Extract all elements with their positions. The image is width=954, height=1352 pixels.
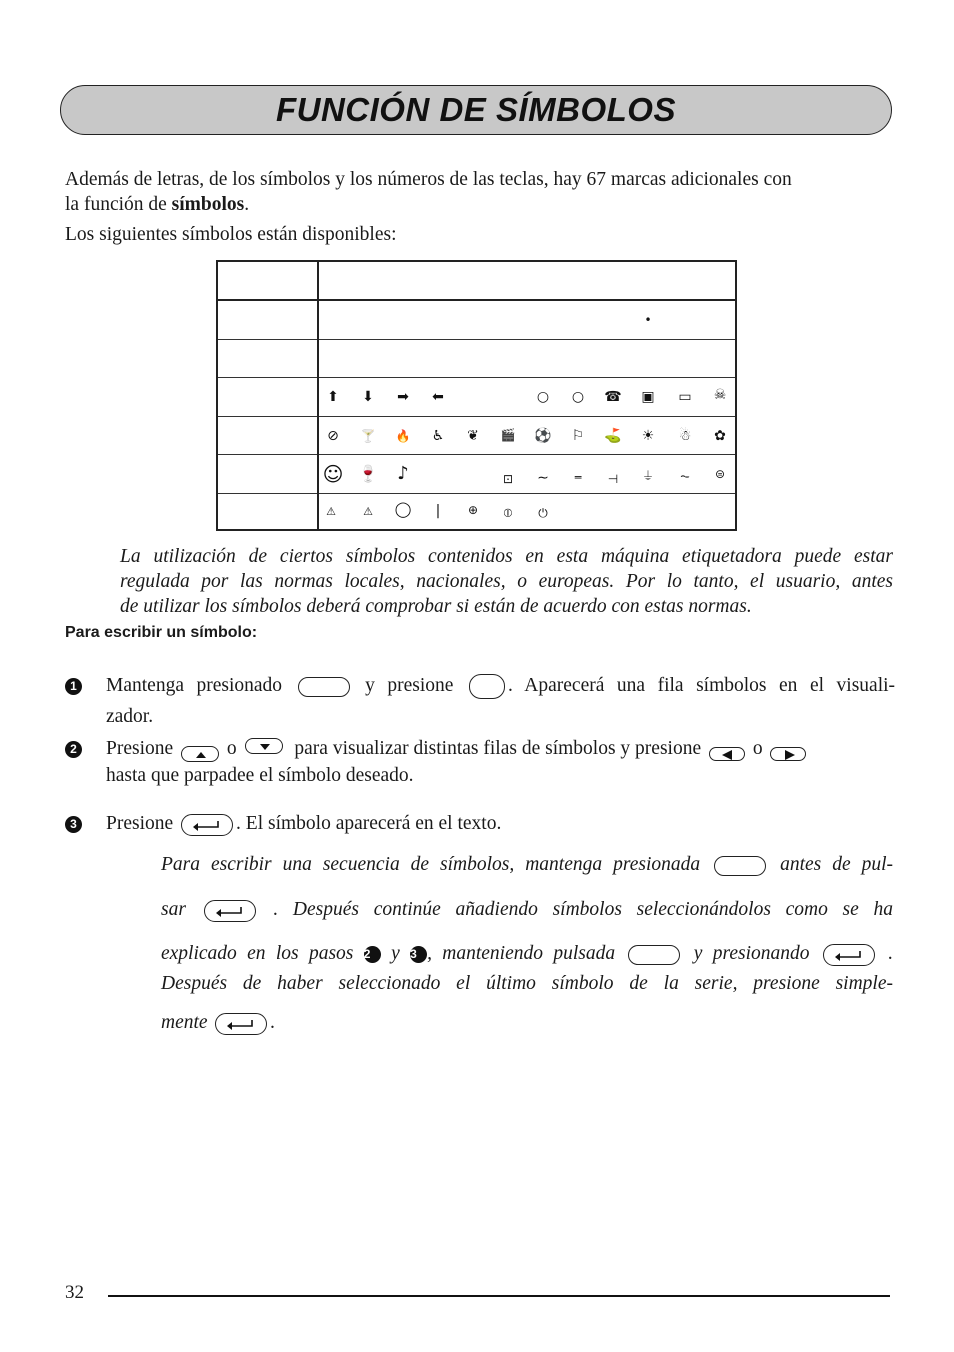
step-text-part: para visualizar distintas filas de símbolos y presione xyxy=(294,738,702,759)
flower-icon: ❦ xyxy=(467,428,479,444)
floppy-disk-icon: ▣ xyxy=(641,389,655,405)
step-2-reference: 2 xyxy=(364,946,381,963)
cursor-up-key-icon xyxy=(181,746,219,762)
table-row xyxy=(218,262,735,301)
tip-paragraph xyxy=(161,848,893,1048)
intro-line-1: Además de letras, de los símbolos y los números de las teclas, hay 67 marcas adicionales con xyxy=(65,169,792,190)
legal-note-line: La utilización de ciertos símbolos contenidos en esta máquina etiquetadora puede estar xyxy=(120,546,893,567)
pumpkin-icon: ☀ xyxy=(641,428,655,444)
cursor-right-key-icon xyxy=(770,747,806,761)
arrow-up-icon: ⬆ xyxy=(327,389,339,405)
step-text-part: y presione xyxy=(365,675,454,696)
tip-text: , manteniendo pulsada xyxy=(427,943,616,964)
power-off-circle-icon: ◯ xyxy=(394,500,412,518)
music-note-icon: ♪ xyxy=(397,463,409,484)
step-text-part: hasta que parpadee el símbolo deseado. xyxy=(106,765,414,786)
step-3-reference: 3 xyxy=(410,946,427,963)
circle-icon-2: ○ xyxy=(571,389,585,405)
ground-icon: ⏚ xyxy=(641,469,655,483)
table-row xyxy=(218,378,735,417)
cursor-down-key-icon xyxy=(245,738,283,754)
available-text: Los siguientes símbolos están disponibles: xyxy=(65,224,397,245)
bullet-icon: • xyxy=(644,313,652,327)
step-text-part: o xyxy=(752,738,763,759)
page-title: FUNCIÓN DE SÍMBOLOS xyxy=(275,91,676,128)
standby-icon: ⏻ xyxy=(538,506,548,520)
cassette-icon: ▭ xyxy=(678,389,692,405)
ball-icon: ⚽ xyxy=(534,428,552,444)
golf-icon: ⛳ xyxy=(604,428,622,444)
tip-text: y xyxy=(391,943,400,964)
symbol-key-icon xyxy=(469,674,505,699)
tip-text: sar xyxy=(161,899,186,920)
step-text xyxy=(106,808,895,839)
step-text-part: o xyxy=(226,738,237,759)
telephone-icon: ☎ xyxy=(604,389,622,405)
step-number: 2 xyxy=(65,741,82,758)
tip-text: y presionando xyxy=(693,943,810,964)
footer-rule xyxy=(108,1295,890,1297)
intro-paragraph xyxy=(65,167,893,217)
intro-text-end: . xyxy=(244,194,250,215)
santa-icon: ☺ xyxy=(322,462,344,486)
wheelchair-icon: ♿ xyxy=(431,428,445,444)
capacitor-icon: ⊣ xyxy=(607,472,619,486)
tip-line xyxy=(161,848,893,882)
step-text-part: . Aparecerá una fila símbolos en el visuali- xyxy=(507,675,896,696)
tip-text: . xyxy=(270,1012,276,1033)
tip-text: mente xyxy=(161,1012,208,1033)
power-on-line-icon: | xyxy=(435,503,441,519)
arrow-right-icon: ➡ xyxy=(397,389,409,405)
title-banner xyxy=(60,85,892,135)
tip-line xyxy=(161,1006,893,1040)
step-2 xyxy=(65,733,895,795)
legal-note-line: regulada por las normas locales, nacionales, o europeas. Por lo tanto, el usuario, antes xyxy=(120,571,893,592)
tip-text: Para escribir una secuencia de símbolos, mantenga presionada xyxy=(161,854,701,875)
enter-key-icon xyxy=(181,814,233,836)
intro-bold-term: símbolos xyxy=(171,194,245,215)
power-toggle-icon: ⦶ xyxy=(503,506,513,520)
circled-symbol-icon: ⊜ xyxy=(714,467,726,481)
legal-note-line: de utilizar los símbolos deberá comprobar si están de acuerdo con estas normas. xyxy=(120,596,752,617)
step-number: 1 xyxy=(65,678,82,695)
arrow-left-icon: ⬅ xyxy=(432,389,444,405)
step-3 xyxy=(65,808,895,840)
step-text xyxy=(106,670,895,732)
enter-key-icon xyxy=(204,900,256,922)
fire-icon: 🔥 xyxy=(395,429,411,443)
symbol-table xyxy=(216,260,737,531)
step-1 xyxy=(65,670,895,732)
step-text-part: Presione xyxy=(106,813,174,834)
cursor-left-key-icon xyxy=(709,747,745,761)
circle-icon: ○ xyxy=(536,389,550,405)
step-number: 3 xyxy=(65,816,82,833)
tip-text: . Después continúe añadiendo símbolos seleccionándolos como se ha xyxy=(273,899,893,920)
snowman-icon: ☃ xyxy=(678,428,692,444)
step-text-part: Presione xyxy=(106,738,174,759)
enter-key-icon xyxy=(823,944,875,966)
page-number: 32 xyxy=(65,1282,84,1303)
circled-plus-icon: ⊕ xyxy=(467,503,479,517)
arrow-down-icon: ⬇ xyxy=(362,389,374,405)
step-text xyxy=(106,733,895,788)
step-text-part: zador. xyxy=(106,706,154,727)
tip-text: . xyxy=(888,943,894,964)
table-row xyxy=(218,455,735,494)
chassis-ground-icon: ⏦ xyxy=(680,469,690,483)
no-smoking-icon: ⊘ xyxy=(327,428,339,444)
skull-icon: ☠ xyxy=(713,387,727,403)
table-row xyxy=(218,340,735,378)
clapperboard-icon: 🎬 xyxy=(500,428,516,442)
tip-line xyxy=(161,893,893,927)
table-column-divider xyxy=(317,262,319,529)
code-key-icon xyxy=(628,945,680,965)
code-key-icon xyxy=(298,677,350,697)
square-dot-icon: ⊡ xyxy=(502,472,514,486)
warning-icon: ⚠ xyxy=(326,505,336,518)
tip-line xyxy=(161,937,893,971)
table-row xyxy=(218,301,735,340)
basketball-hoop-icon: ⚐ xyxy=(571,428,585,444)
intro-line-2 xyxy=(65,192,893,217)
tip-text: antes de pul- xyxy=(780,854,893,875)
tip-line: Después de haber seleccionado el último símbolo de la serie, presione simple- xyxy=(161,973,893,994)
step-text-part: Mantenga presionado xyxy=(106,675,283,696)
step-text-part: . El símbolo aparecerá en el texto. xyxy=(236,813,502,834)
intro-text: la función de xyxy=(65,194,172,215)
bow-icon: ✿ xyxy=(714,428,726,444)
wine-glass-icon: 🍷 xyxy=(358,464,378,483)
enter-key-icon xyxy=(215,1013,267,1035)
legal-note xyxy=(120,544,893,619)
cocktail-glass-icon: 🍸 xyxy=(360,429,376,443)
direct-current-icon: ═ xyxy=(574,471,582,484)
code-key-icon xyxy=(714,856,766,876)
howto-heading: Para escribir un símbolo: xyxy=(65,624,258,641)
warning-electric-icon: ⚠ xyxy=(363,505,373,518)
alternating-current-icon: ∼ xyxy=(537,470,549,486)
tip-text: explicado en los pasos xyxy=(161,943,354,964)
